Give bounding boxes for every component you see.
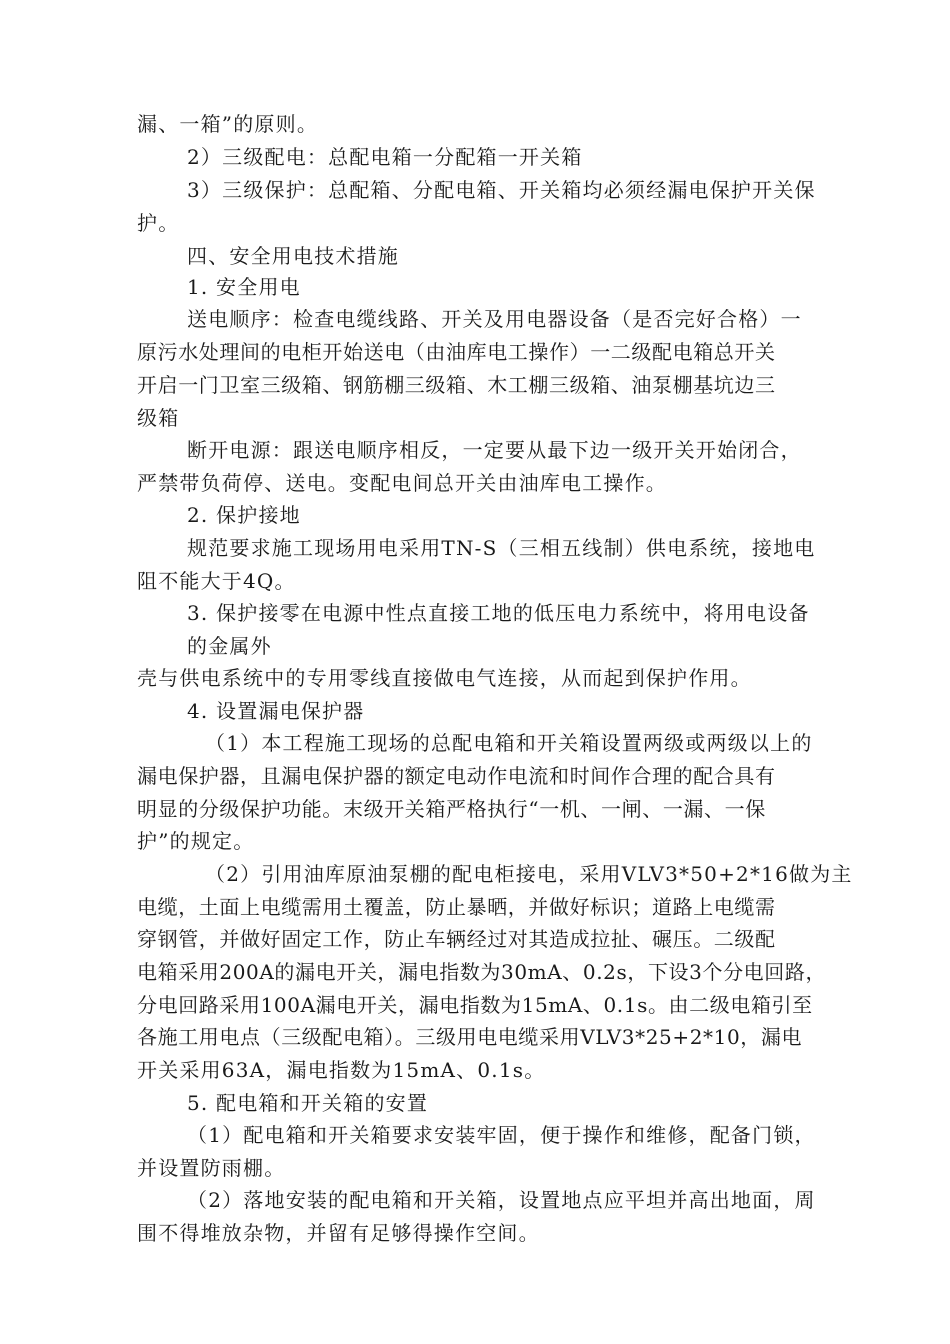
text-line: （2）落地安装的配电箱和开关箱，设置地点应平坦并高出地面，周 — [187, 1188, 816, 1212]
text-line: 明显的分级保护功能。末级开关箱严格执行“一机、一闸、一漏、一保 — [137, 797, 766, 821]
subsection-heading: 5. 配电箱和开关箱的安置 — [187, 1091, 429, 1115]
text-line: 电缆，土面上电缆需用土覆盖，防止暴晒，并做好标识；道路上电缆需 — [137, 895, 776, 919]
text-line: （1）配电箱和开关箱要求安装牢固，便于操作和维修，配备门锁， — [187, 1123, 816, 1147]
text-line: 围不得堆放杂物，并留有足够得操作空间。 — [137, 1221, 540, 1245]
text-line: 阻不能大于4Q。 — [137, 569, 296, 593]
text-line: 各施工用电点（三级配电箱）。三级用电电缆采用VLV3*25+2*10，漏电 — [137, 1025, 803, 1049]
text-line: 壳与供电系统中的专用零线直接做电气连接，从而起到保护作用。 — [137, 666, 752, 690]
text-line: 电箱采用200A的漏电开关，漏电指数为30mA、0.2s，下设3个分电回路， — [137, 960, 827, 984]
text-line: 分电回路采用100A漏电开关，漏电指数为15mA、0.1s。由二级电箱引至 — [137, 993, 813, 1017]
text-line: 3）三级保护：总配箱、分配电箱、开关箱均必须经漏电保护开关保 — [187, 178, 816, 202]
text-line: 开关采用63A，漏电指数为15mA、0.1s。 — [137, 1058, 546, 1082]
subsection-heading: 3. 保护接零在电源中性点直接工地的低压电力系统中，将用电设备 — [187, 601, 810, 625]
text-line: （1）本工程施工现场的总配电箱和开关箱设置两级或两级以上的 — [205, 731, 813, 755]
section-heading: 四、安全用电技术措施 — [187, 244, 399, 268]
text-line: 严禁带负荷停、送电。变配电间总开关由油库电工操作。 — [137, 471, 667, 495]
text-line: 级箱 — [137, 406, 180, 430]
subsection-heading: 2. 保护接地 — [187, 503, 301, 527]
text-line: （2）引用油库原油泵棚的配电柜接电，采用VLV3*50+2*16做为主 — [205, 862, 853, 886]
text-line: 2）三级配电：总配电箱一分配箱一开关箱 — [187, 145, 583, 169]
text-line: 漏、一箱”的原则。 — [137, 112, 319, 136]
subsection-heading: 1. 安全用电 — [187, 275, 301, 299]
text-line: 原污水处理间的电柜开始送电（由油库电工操作）一二级配电箱总开关 — [137, 340, 776, 364]
text-line: 送电顺序：检查电缆线路、开关及用电器设备（是否完好合格）一 — [187, 307, 802, 331]
text-line: 穿钢管，并做好固定工作，防止车辆经过对其造成拉扯、碾压。二级配 — [137, 927, 776, 951]
text-line: 漏电保护器，且漏电保护器的额定电动作电流和时间作合理的配合具有 — [137, 764, 776, 788]
text-line: 并设置防雨棚。 — [137, 1156, 286, 1180]
text-line: 开启一门卫室三级箱、钢筋棚三级箱、木工棚三级箱、油泵棚基坑边三 — [137, 373, 776, 397]
text-line: 规范要求施工现场用电采用TN-S（三相五线制）供电系统，接地电 — [187, 536, 816, 560]
text-line: 护。 — [137, 211, 180, 235]
text-line: 断开电源：跟送电顺序相反，一定要从最下边一级开关开始闭合， — [187, 438, 802, 462]
subsection-heading: 4. 设置漏电保护器 — [187, 699, 365, 723]
text-line: 护”的规定。 — [137, 829, 255, 853]
text-line: 的金属外 — [187, 634, 272, 658]
